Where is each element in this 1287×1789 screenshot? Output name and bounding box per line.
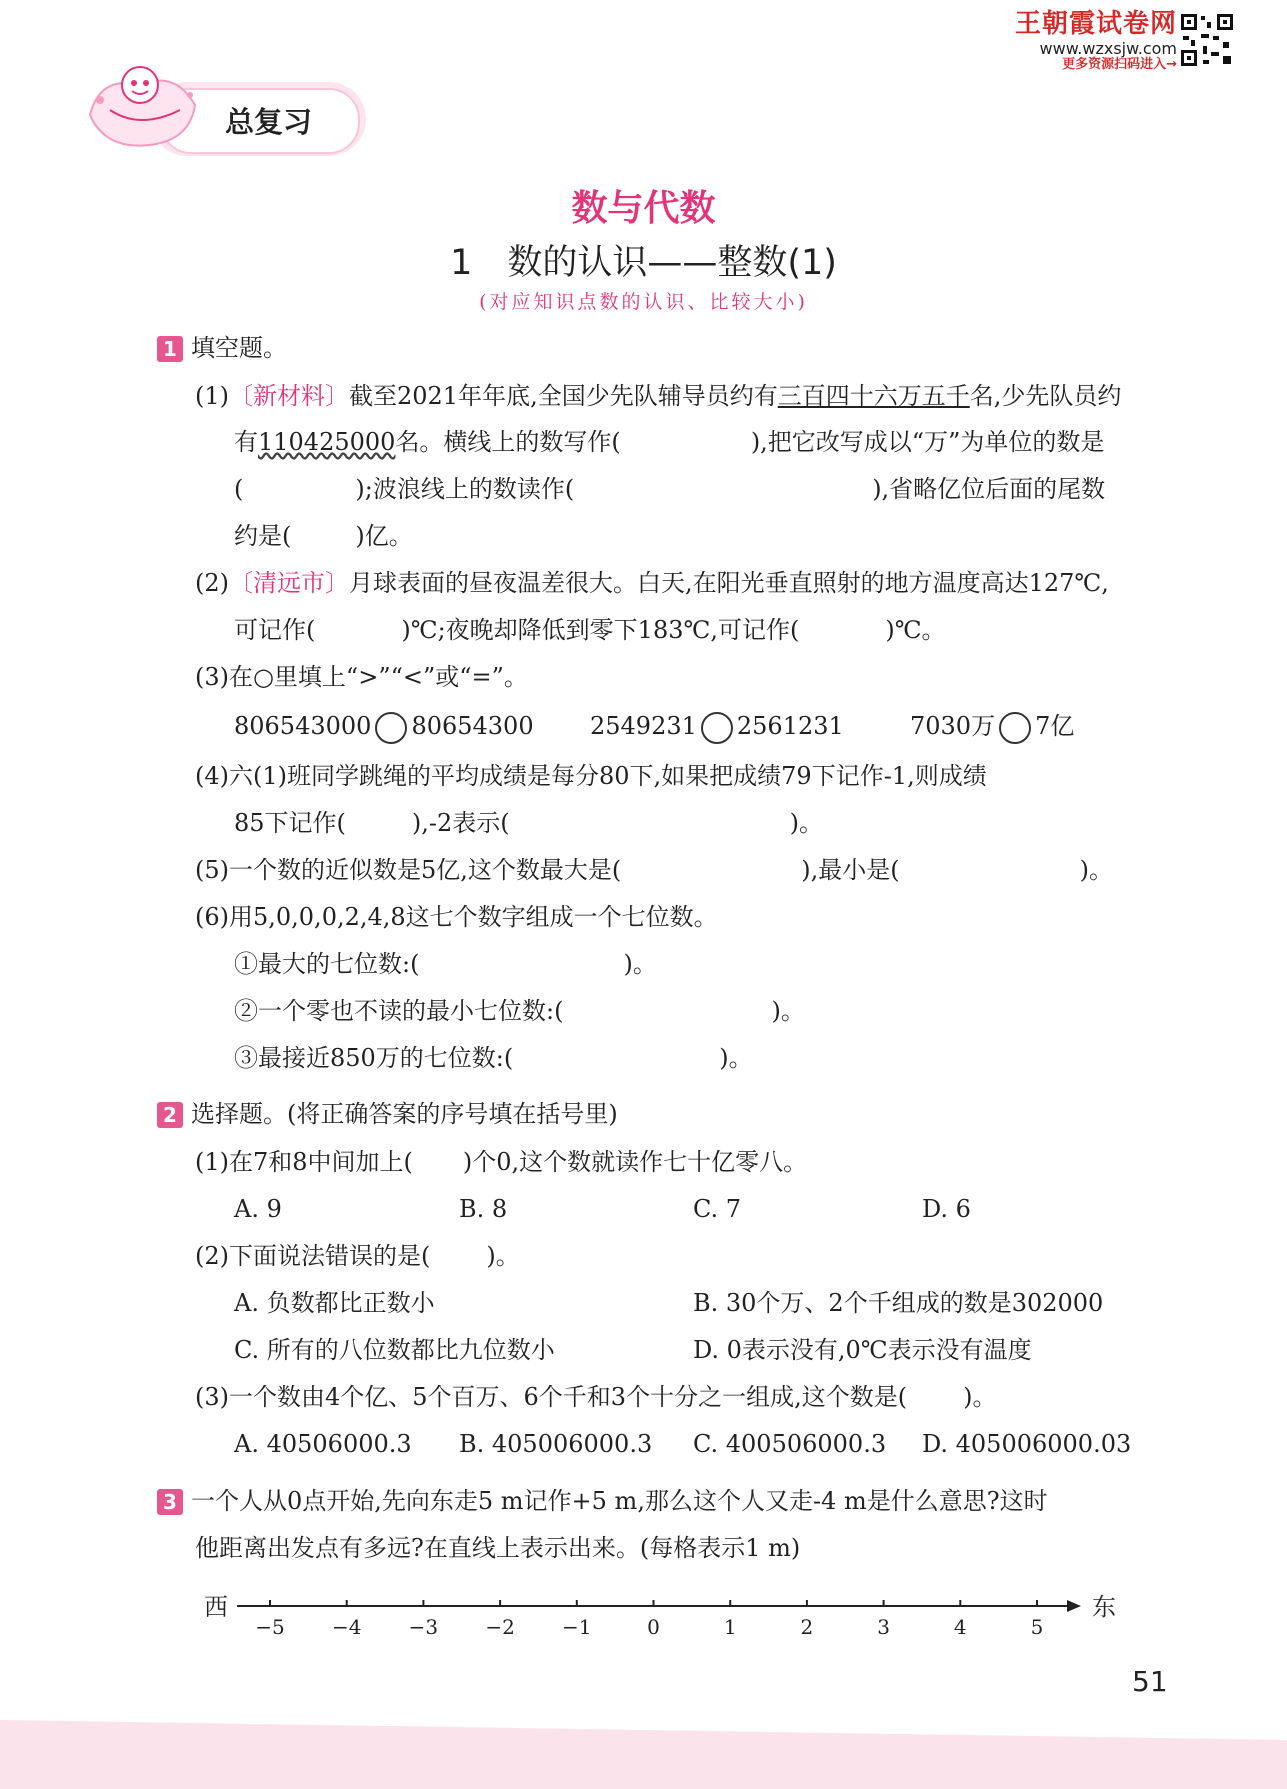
q1-p1-line1	[195, 381, 1121, 411]
text: 月球表面的昼夜温差很大。白天,在阳光垂直照射的地方温度高达127℃,	[349, 569, 1109, 597]
mascot-icon	[80, 55, 210, 155]
q1-p4-line2	[234, 808, 823, 838]
brand-slogan: 更多资源扫码进入→	[1062, 57, 1177, 73]
question-2-header	[157, 1099, 618, 1129]
tick-label: −5	[255, 1615, 285, 1639]
lesson-note: (对应知识点数的认识、比较大小)	[479, 291, 808, 313]
text: (3)一个数由4个亿、5个百万、6个千和3个十分之一组成,这个数是(	[195, 1383, 908, 1411]
text: ),最小是(	[801, 856, 900, 884]
text: )。	[963, 1383, 997, 1411]
q2-p3-stem	[195, 1382, 996, 1412]
tick-label: −1	[562, 1615, 592, 1639]
tick-label: 0	[647, 1615, 660, 1639]
q2-p2-option-a[interactable]: A. 负数都比正数小	[234, 1289, 435, 1317]
compare-circle[interactable]	[701, 712, 733, 744]
tick-label: 4	[953, 1615, 967, 1639]
item-number: (2)	[195, 569, 229, 597]
q2-p1-option-c[interactable]: C. 7	[693, 1195, 742, 1223]
text: 约是(	[234, 522, 292, 550]
text: (	[234, 475, 244, 503]
q2-p3-option-a[interactable]: A. 40506000.3	[234, 1430, 412, 1458]
page-number: 51	[1132, 1665, 1168, 1698]
q1-p1-line3	[234, 474, 1105, 504]
q2-p2-stem	[195, 1241, 520, 1271]
tick-label: −3	[408, 1615, 439, 1639]
tick-label: 2	[800, 1615, 814, 1639]
brand-name: 王朝霞试卷网	[1014, 9, 1177, 39]
compare-left: 2549231	[590, 712, 697, 740]
wavy-number: 110425000	[258, 428, 396, 456]
text: )。	[789, 809, 824, 837]
tick-label: 5	[1030, 1615, 1044, 1639]
text: 名,少先队员约	[969, 382, 1122, 410]
text: 可记作(	[234, 616, 316, 644]
text: ),省略亿位后面的尾数	[872, 475, 1106, 503]
section-badge-label: 总复习	[225, 105, 313, 139]
text: ①最大的七位数:(	[234, 950, 420, 978]
compare-left: 806543000	[234, 712, 372, 740]
q1-p6-sub3	[234, 1043, 753, 1073]
qr-code-icon[interactable]	[1179, 12, 1235, 68]
q1-p3-compare-3	[910, 711, 1074, 744]
compare-right: 7亿	[1035, 712, 1075, 740]
text: (1)在7和8中间加上(	[195, 1148, 413, 1176]
lesson-title: 1 数的认识——整数(1)	[450, 243, 837, 283]
number-line[interactable]	[235, 1590, 1085, 1650]
source-tag: 〔清远市〕	[229, 569, 349, 597]
footer-band	[0, 1700, 1287, 1789]
text: (5)一个数的近似数是5亿,这个数最大是(	[195, 856, 622, 884]
tick-label: −2	[485, 1615, 515, 1639]
text: 有	[234, 428, 258, 456]
text: 名。横线上的数写作(	[395, 428, 621, 456]
underlined-number: 三百四十六万五千	[777, 382, 970, 410]
text: 85下记作(	[234, 809, 346, 837]
q2-p3-option-c[interactable]: C. 400506000.3	[693, 1430, 887, 1458]
text: ),把它改写成以“万”为单位的数是	[750, 428, 1105, 456]
question-text: 一个人从0点开始,先向东走5 m记作+5 m,那么这个人又走-4 m是什么意思?这时	[191, 1487, 1048, 1515]
brand-block	[1015, 10, 1177, 73]
q1-p3-line1: (3)在○里填上“>”“<”或“=”。	[195, 663, 528, 691]
text: ②一个零也不读的最小七位数:(	[234, 997, 564, 1025]
compare-right: 80654300	[411, 712, 534, 740]
q2-p2-option-b[interactable]: B. 30个万、2个千组成的数是302000	[693, 1289, 1104, 1317]
source-tag: 〔新材料〕	[229, 382, 349, 410]
q1-p1-line2	[234, 427, 1104, 457]
west-label: 西	[204, 1593, 228, 1621]
q1-p5-line1	[195, 855, 1113, 885]
text: )亿。	[355, 522, 413, 550]
compare-circle[interactable]	[999, 712, 1031, 744]
q2-p2-option-c[interactable]: C. 所有的八位数都比九位数小	[234, 1336, 555, 1364]
text: )。	[719, 1044, 753, 1072]
east-label: 东	[1092, 1593, 1116, 1621]
text: )个0,这个数就读作七十亿零八。	[462, 1148, 808, 1176]
text: )℃;夜晚却降低到零下183℃,可记作(	[401, 616, 800, 644]
text: (2)下面说法错误的是(	[195, 1242, 431, 1270]
question-title: 选择题。(将正确答案的序号填在括号里)	[191, 1100, 618, 1128]
text: )。	[771, 997, 805, 1025]
question-number: 1	[157, 336, 183, 362]
q1-p2-line1	[195, 568, 1109, 598]
q1-p2-line2	[234, 615, 946, 645]
item-number: (1)	[195, 382, 229, 410]
text: );波浪线上的数读作(	[355, 475, 575, 503]
q1-p6-sub1	[234, 949, 657, 979]
tick-label: 3	[877, 1615, 890, 1639]
text: ③最接近850万的七位数:(	[234, 1044, 514, 1072]
q2-p1-option-a[interactable]: A. 9	[234, 1195, 282, 1223]
text: ),-2表示(	[411, 809, 510, 837]
question-number: 2	[157, 1102, 183, 1128]
q2-p2-option-d[interactable]: D. 0表示没有,0℃表示没有温度	[693, 1336, 1032, 1364]
q2-p3-option-d[interactable]: D. 405006000.03	[922, 1430, 1132, 1458]
compare-right: 2561231	[736, 712, 844, 740]
arrow-right-icon	[1067, 1600, 1081, 1612]
q2-p1-option-b[interactable]: B. 8	[459, 1195, 508, 1223]
chapter-title: 数与代数	[571, 188, 716, 229]
text: )。	[623, 950, 657, 978]
text: )℃。	[885, 616, 946, 644]
compare-left: 7030万	[910, 712, 996, 740]
q2-p1-option-d[interactable]: D. 6	[922, 1195, 971, 1223]
question-1-header	[157, 333, 287, 363]
tick-label: 1	[723, 1615, 737, 1639]
question-3-line2: 他距离出发点有多远?在直线上表示出来。(每格表示1 m)	[195, 1534, 801, 1562]
q1-p6-sub2	[234, 996, 805, 1026]
question-title: 填空题。	[191, 334, 287, 362]
text: 截至2021年年底,全国少先队辅导员约有	[349, 382, 778, 410]
q2-p1-stem	[195, 1147, 807, 1177]
text: )。	[1079, 856, 1113, 884]
q1-p6-line1: (6)用5,0,0,0,2,4,8这七个数字组成一个七位数。	[195, 903, 718, 931]
q1-p1-line4	[234, 521, 413, 551]
q1-p3-compare-1	[234, 711, 534, 744]
compare-circle[interactable]	[375, 712, 407, 744]
tick-label: −4	[331, 1615, 362, 1639]
text: )。	[486, 1242, 520, 1270]
brand-url[interactable]: www.wzxsjw.com	[1039, 38, 1177, 58]
q1-p3-compare-2	[590, 711, 844, 744]
q1-p4-line1: (4)六(1)班同学跳绳的平均成绩是每分80下,如果把成绩79下记作-1,则成绩	[195, 762, 987, 790]
question-number: 3	[157, 1489, 183, 1515]
question-3-header	[157, 1486, 1048, 1516]
q2-p3-option-b[interactable]: B. 405006000.3	[459, 1430, 653, 1458]
